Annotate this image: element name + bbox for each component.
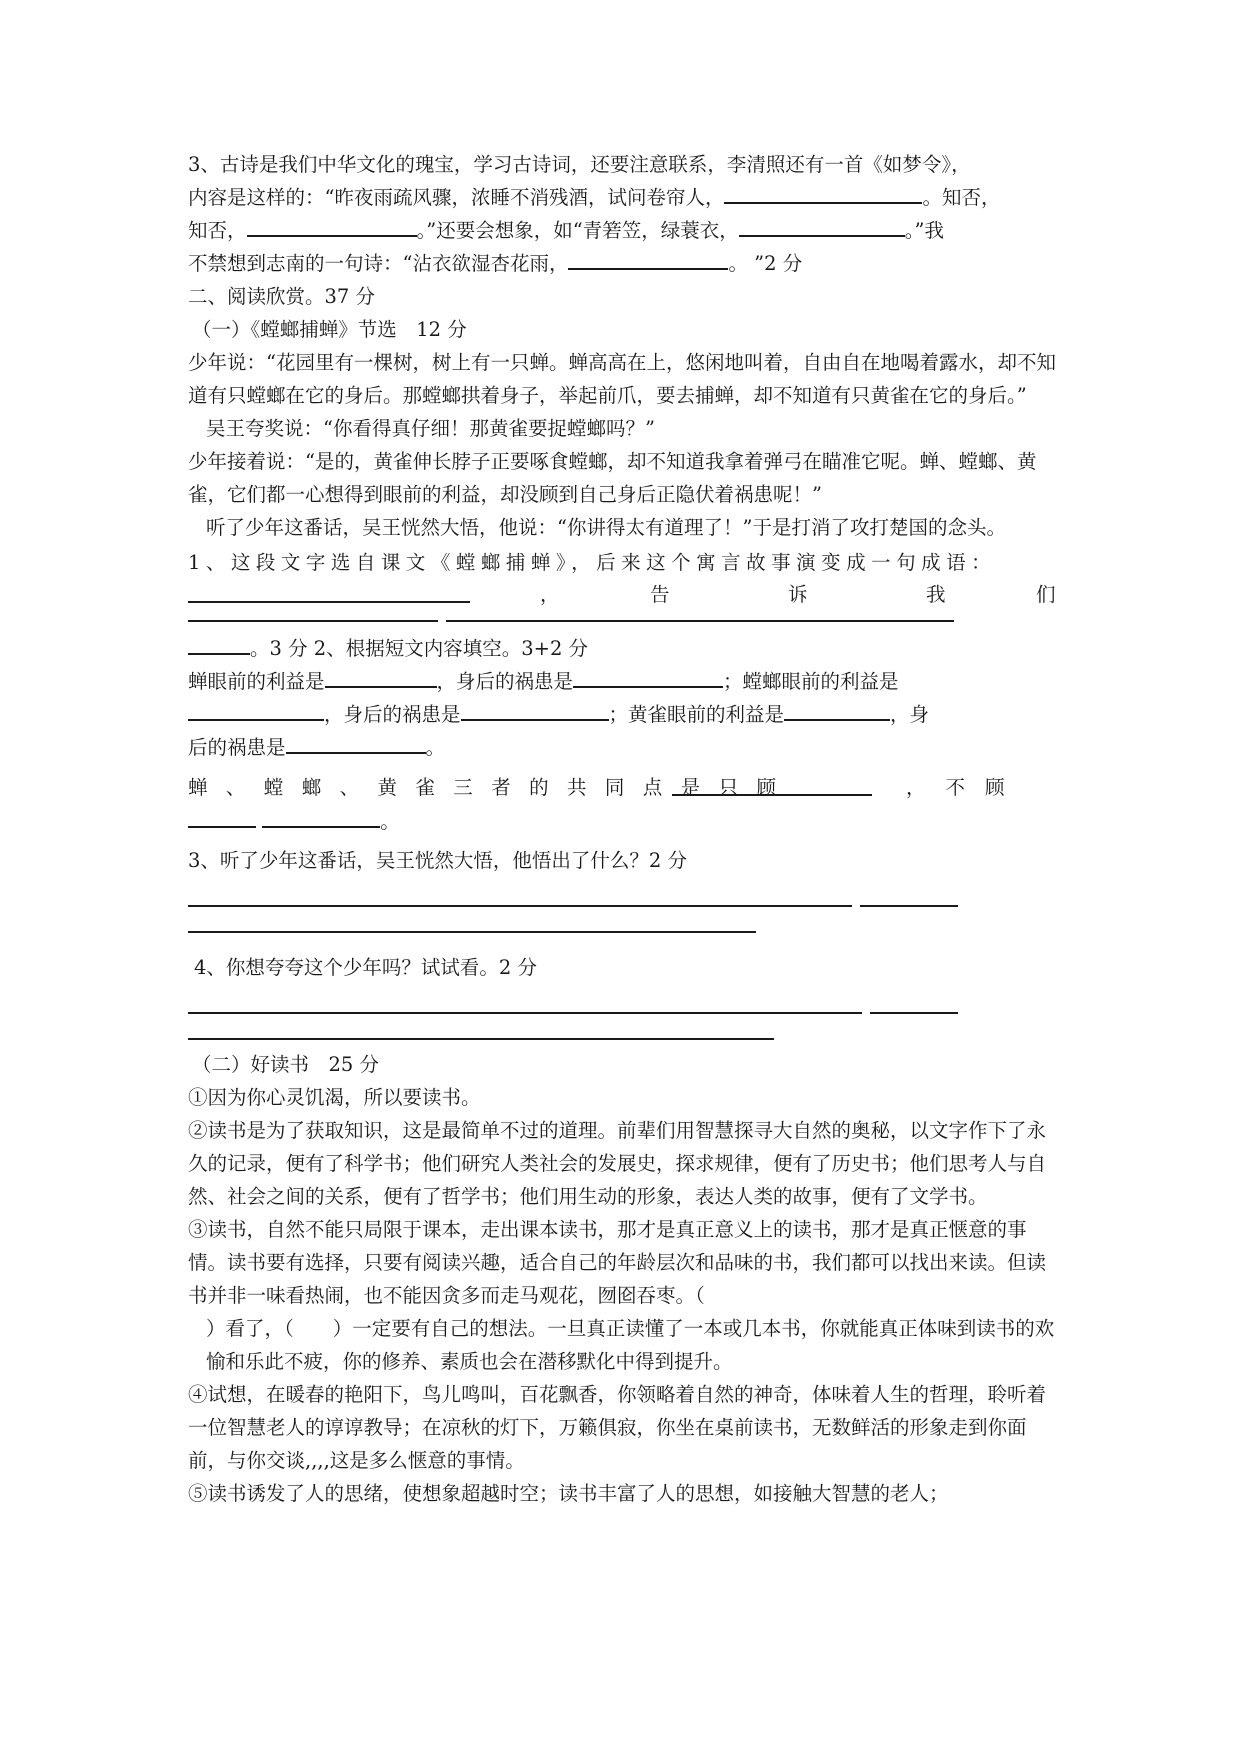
passage1-para2: 吴王夸奖说：“你看得真仔细！那黄雀要捉螳螂吗？” bbox=[206, 417, 655, 440]
q1-text: 1、这段文字选自课文《螳螂捕蝉》，后来这个寓言故事演变成一句成语： bbox=[188, 551, 997, 574]
q3-line2: 内容是这样的：“昨夜雨疏风骤，浓睡不消残酒，试问卷帘人， 。知否， bbox=[188, 181, 1058, 214]
q1-end: 。3 分 2、根据短文内容填空。3+2 分 bbox=[188, 632, 1058, 665]
passage1-para1: 少年说：“花园里有一棵树，树上有一只蝉。蝉高高在上，悠闲地叫着，自由自在地喝着露水，却不知道有只螳螂在它的身后。那螳螂拱着身子，举起前爪，要去捕蝉，却不知道有只黄雀在它的身后。” bbox=[188, 351, 1056, 407]
passage2-p3: ③读书，自然不能只局限于课本，走出课本读书，那才是真正意义上的读书，那才是真正惬意的事情。读书要有选择，只要有阅读兴趣，适合自己的年龄层次和品味的书，我们都可以找出来读。但读书并非一味看热闹，也不能因贪多而走马观花，囫囵吞枣。（ bbox=[188, 1218, 1047, 1307]
q1-char: 告 bbox=[650, 583, 670, 606]
idiom-blank[interactable] bbox=[188, 601, 470, 603]
passage2-p3b: ）看了，（ ）一定要有自己的想法。一旦真正读懂了一本或几本书，你就能真正体味到读书的欢愉和乐此不疲，你的修养、素质也会在潜移默化中得到提升。 bbox=[206, 1317, 1055, 1373]
q3b-answer-line1 bbox=[188, 877, 1058, 911]
answer-blank[interactable] bbox=[262, 806, 380, 828]
q1-answer-line bbox=[188, 579, 1058, 612]
answer-blank[interactable] bbox=[188, 620, 438, 622]
q4-text: 4、你想夸夸这个少年吗？试试看。2 分 bbox=[194, 956, 538, 979]
answer-blank[interactable] bbox=[724, 182, 922, 204]
passage1-title: （一）《螳螂捕蝉》节选 12 分 bbox=[192, 318, 467, 341]
answer-blank[interactable] bbox=[573, 666, 723, 688]
answer-blank[interactable] bbox=[188, 905, 852, 907]
passage2-p4: ④试想，在暖春的艳阳下，鸟儿鸣叫，百花飘香，你领略着自然的神奇，体味着人生的哲理，聆听着一位智慧老人的谆谆教导；在凉秋的灯下，万籁俱寂，你坐在桌前读书，无数鲜活的形象走到你面前，与你交谈,,,,这是多么惬意的事情。 bbox=[188, 1383, 1047, 1472]
passage2-title: （二）好读书 25 分 bbox=[192, 1053, 380, 1076]
passage2-p2: ②读书是为了获取知识，这是最简单不过的道理。前辈们用智慧探寻大自然的奥秘，以文字作下了永久的记录，便有了科学书；他们研究人类社会的发展史，探求规律，便有了历史书；他们思考人与自然、社会之间的关系，便有了哲学书；他们用生动的形象，表达人类的故事，便有了文学书。 bbox=[188, 1119, 1047, 1208]
q3-line1: 3、古诗是我们中华文化的瑰宝，学习古诗词，还要注意联系，李清照还有一首《如梦令》， bbox=[188, 153, 971, 176]
answer-blank[interactable] bbox=[188, 806, 256, 828]
answer-blank[interactable] bbox=[325, 666, 437, 688]
answer-blank[interactable] bbox=[188, 931, 756, 933]
q1-char: 诉 bbox=[788, 583, 808, 606]
q2-line5: 。 bbox=[188, 805, 1058, 838]
q3b-answer-line2 bbox=[188, 911, 1058, 941]
answer-blank[interactable] bbox=[568, 248, 728, 270]
answer-blank[interactable] bbox=[188, 633, 250, 655]
answer-blank[interactable] bbox=[860, 905, 958, 907]
answer-blank[interactable] bbox=[247, 215, 417, 237]
q3-line4: 不禁想到志南的一句诗：“沾衣欲湿杏花雨， 。 ”2 分 bbox=[188, 247, 1058, 280]
answer-blank[interactable] bbox=[446, 620, 954, 622]
worksheet-page bbox=[188, 148, 1058, 1510]
answer-blank[interactable] bbox=[784, 699, 890, 721]
answer-blank[interactable] bbox=[672, 794, 872, 796]
q1-char: 我 bbox=[926, 583, 946, 606]
q2-not-care: ，不顾 bbox=[906, 776, 1025, 799]
q4-answer-line1 bbox=[188, 984, 1058, 1018]
answer-blank[interactable] bbox=[188, 1038, 774, 1040]
passage1-para4: 听了少年这番话，吴王恍然大悟，他说：“你讲得太有道理了！”于是打消了攻打楚国的念头。 bbox=[206, 516, 1006, 539]
answer-blank[interactable] bbox=[870, 1012, 958, 1014]
section-heading: 二、阅读欣赏。37 分 bbox=[188, 285, 376, 308]
q2-line1: 蝉眼前的利益是 ，身后的祸患是 ；螳螂眼前的利益是 bbox=[188, 665, 1058, 698]
q2-line3: 后的祸患是 。 bbox=[188, 731, 1058, 764]
q1-long-line bbox=[188, 612, 1058, 632]
q1-comma: ， bbox=[540, 583, 560, 606]
answer-blank[interactable] bbox=[739, 215, 905, 237]
q2-line4 bbox=[188, 772, 1058, 805]
answer-blank[interactable] bbox=[188, 699, 324, 721]
q2-common-text: 蝉、螳螂、黄雀三者的共同点是只顾 bbox=[188, 776, 795, 799]
answer-blank[interactable] bbox=[286, 732, 426, 754]
q4-answer-line2 bbox=[188, 1018, 1058, 1048]
q3b-text: 3、听了少年这番话，吴王恍然大悟，他悟出了什么？2 分 bbox=[188, 849, 688, 872]
passage2-p1: ①因为你心灵饥渴，所以要读书。 bbox=[188, 1086, 481, 1109]
answer-blank[interactable] bbox=[188, 1012, 862, 1014]
q2-line2: ，身后的祸患是 ；黄雀眼前的利益是 ，身 bbox=[188, 698, 1058, 731]
passage2-p5: ⑤读书诱发了人的思绪，使想象超越时空；读书丰富了人的思想，如接触大智慧的老人； bbox=[188, 1482, 949, 1505]
passage1-para3: 少年接着说：“是的，黄雀伸长脖子正要啄食螳螂，却不知道我拿着弹弓在瞄准它呢。蝉、螳螂、黄雀，它们都一心想得到眼前的利益，却没顾到自己身后正隐伏着祸患呢！” bbox=[188, 450, 1037, 506]
answer-blank[interactable] bbox=[461, 699, 609, 721]
q1-char: 们 bbox=[1036, 583, 1056, 606]
q3-line3: 知否， 。”还要会想象，如“青箬笠，绿蓑衣， 。”我 bbox=[188, 214, 1058, 247]
